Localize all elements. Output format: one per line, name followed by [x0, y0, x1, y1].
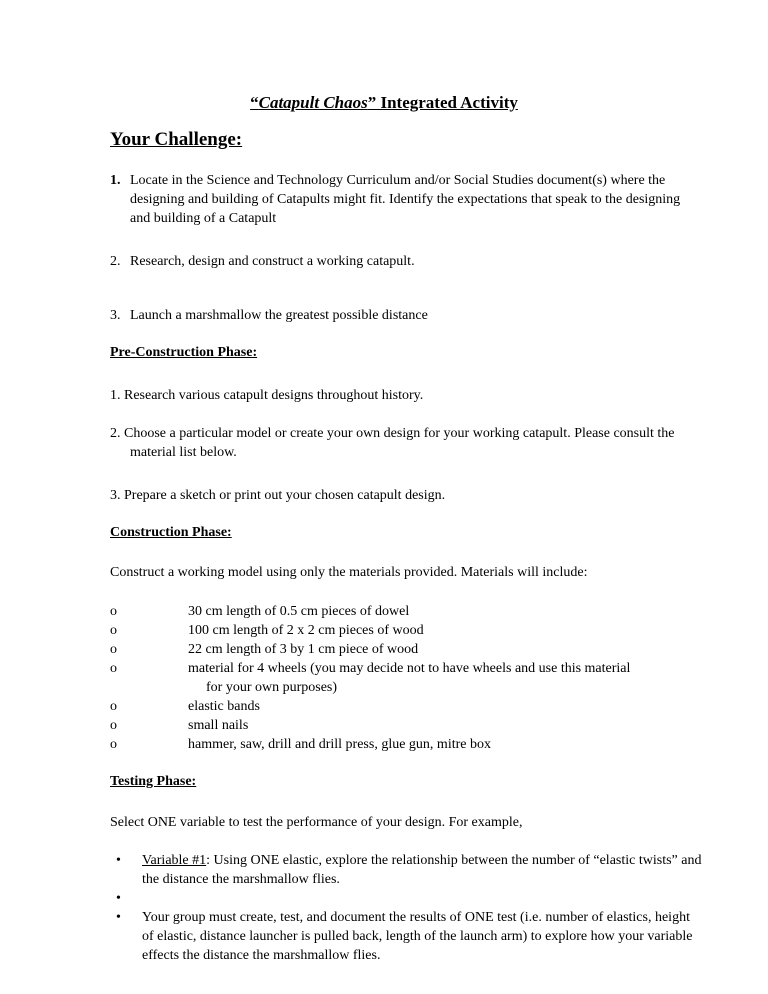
testing-heading: Testing Phase:	[110, 774, 197, 789]
challenge-item-number: 2.	[110, 254, 121, 269]
challenge-item-number: 1.	[110, 173, 121, 188]
bullet-marker: o	[110, 718, 117, 733]
bullet-marker: o	[110, 623, 117, 638]
material-text: small nails	[188, 718, 249, 733]
material-text: 100 cm length of 2 x 2 cm pieces of wood	[188, 623, 424, 638]
bullet-marker: o	[110, 737, 117, 752]
pre-construction-item-1: 1. Research various catapult designs throughout history.	[110, 388, 424, 403]
testing-intro: Select ONE variable to test the performance of your design. For example,	[110, 815, 523, 830]
bullet-marker: o	[110, 661, 117, 676]
material-text: 22 cm length of 3 by 1 cm piece of wood	[188, 642, 419, 657]
challenge-item-3	[110, 306, 690, 325]
challenge-item-2	[110, 252, 690, 271]
bullet-marker: •	[116, 853, 121, 868]
title-rest: ” Integrated Activity	[367, 93, 518, 112]
material-text: for your own purposes)	[206, 680, 338, 695]
material-text: 30 cm length of 0.5 cm pieces of dowel	[188, 604, 410, 619]
bullet-marker: o	[110, 699, 117, 714]
challenge-item-text: Locate in the Science and Technology Curriculum and/or Social Studies document(s) where the designing and building of Catapults might fit. Identify the expectations that speak to the designing and building of a Catapult	[130, 173, 681, 226]
bullet-marker: o	[110, 604, 117, 619]
challenge-heading: Your Challenge:	[110, 129, 243, 150]
material-text: material for 4 wheels (you may decide not to have wheels and use this material	[188, 661, 631, 676]
title-italic: Catapult Chaos	[258, 93, 368, 112]
challenge-item-text: Launch a marshmallow the greatest possible distance	[130, 308, 428, 323]
title-quote-open: “	[250, 93, 259, 112]
bullet-marker: •	[116, 910, 121, 925]
testing-bullet-group	[116, 908, 702, 965]
bullet-marker: o	[110, 642, 117, 657]
variable-text: : Using ONE elastic, explore the relationship between the number of “elastic twists” and the distance the marshmallow flies.	[142, 853, 702, 887]
challenge-item-number: 3.	[110, 308, 121, 323]
pre-construction-item-3: 3. Prepare a sketch or print out your chosen catapult design.	[110, 488, 446, 503]
material-text: elastic bands	[188, 699, 260, 714]
construction-heading: Construction Phase:	[110, 525, 232, 540]
testing-bullet-variable	[116, 851, 702, 889]
challenge-item-1	[110, 171, 690, 228]
pre-construction-heading: Pre-Construction Phase:	[110, 345, 258, 360]
page-title	[0, 93, 768, 113]
construction-intro: Construct a working model using only the materials provided. Materials will include:	[110, 565, 588, 580]
material-text: hammer, saw, drill and drill press, glue gun, mitre box	[188, 737, 491, 752]
bullet-marker: •	[116, 891, 121, 906]
challenge-item-text: Research, design and construct a working catapult.	[130, 254, 415, 269]
group-text: Your group must create, test, and document the results of ONE test (i.e. number of elastics, height of elastic, distance launcher is pulled back, length of the launch arm) to explore how your variable effects the distance the marshmallow flies.	[142, 910, 693, 963]
pre-construction-item-2: 2. Choose a particular model or create your own design for your working catapult. Please consult the material list below.	[110, 426, 675, 460]
variable-label: Variable #1	[142, 853, 207, 868]
